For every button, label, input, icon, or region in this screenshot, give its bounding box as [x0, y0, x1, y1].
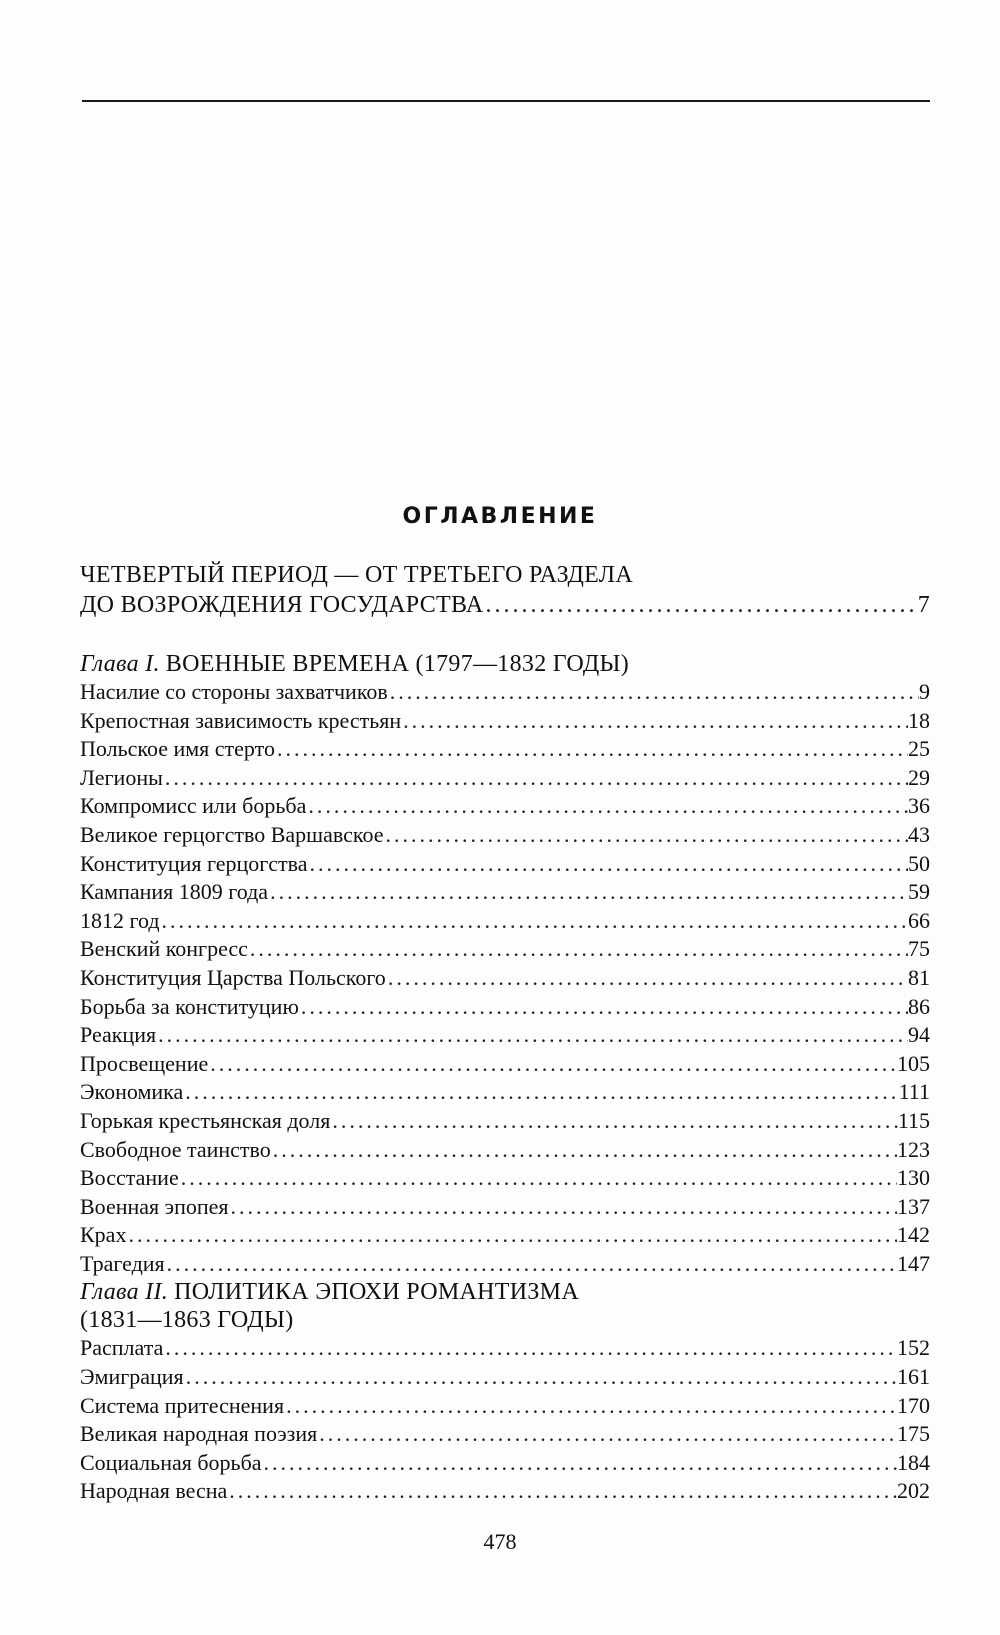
toc-entry-page: 81 [908, 964, 930, 990]
toc-entry [80, 735, 930, 764]
chapter-2-heading-line2 [80, 1306, 930, 1334]
toc-entry-page: 147 [897, 1250, 930, 1276]
toc-entry-title: Борьба за конституцию [80, 993, 299, 1019]
toc-entry-page: 75 [908, 936, 930, 962]
toc-entry-title: Экономика [80, 1079, 184, 1105]
toc-entry-title: Трагедия [80, 1250, 165, 1276]
toc-entry [80, 1136, 930, 1165]
toc-entry-page: 50 [908, 850, 930, 876]
toc-entry-title: 1812 год [80, 907, 160, 933]
dot-leader [275, 735, 908, 764]
dot-leader [165, 1250, 897, 1279]
dot-leader [483, 590, 917, 620]
toc-entry [80, 878, 930, 907]
dot-leader [388, 678, 919, 707]
toc-entry-title: Военная эпопея [80, 1193, 229, 1219]
chapter-2-title-line1: ПОЛИТИКА ЭПОХИ РОМАНТИЗМА [174, 1279, 579, 1306]
period-page: 7 [917, 592, 930, 618]
toc-entry-page: 94 [908, 1022, 930, 1048]
dot-leader [229, 1193, 897, 1222]
toc-entry-page: 25 [908, 736, 930, 762]
toc-entry [80, 850, 930, 879]
toc-entry-title: Венский конгресс [80, 936, 248, 962]
toc-entry-page: 86 [908, 993, 930, 1019]
dot-leader [179, 1164, 897, 1193]
toc-entry-page: 123 [897, 1136, 930, 1162]
toc-entry [80, 1363, 930, 1392]
period-title-row [80, 590, 930, 620]
chapter-1-heading [80, 650, 930, 678]
toc-entry-title: Насилие со стороны захватчиков [80, 679, 388, 704]
dot-leader [308, 850, 908, 879]
dot-leader [156, 1021, 908, 1050]
toc-entry [80, 1477, 930, 1506]
toc-entry-title: Реакция [80, 1022, 157, 1048]
toc-entry [80, 907, 930, 936]
dot-leader [386, 964, 908, 993]
toc-entry-page: 184 [897, 1449, 930, 1475]
toc-entry-page: 9 [919, 679, 930, 704]
toc-entry-page: 59 [908, 879, 930, 905]
dot-leader [160, 907, 908, 936]
toc-entry [80, 1193, 930, 1222]
toc-entry [80, 821, 930, 850]
toc-entry [80, 792, 930, 821]
toc-entry-page: 175 [897, 1421, 930, 1447]
toc-entry-title: Конституция Царства Польского [80, 964, 386, 990]
toc-entry-title: Восстание [80, 1165, 179, 1191]
toc-entry [80, 1021, 930, 1050]
toc-entry-title: Расплата [80, 1335, 164, 1361]
toc-entry-page: 152 [897, 1335, 930, 1361]
dot-leader [262, 1449, 897, 1478]
toc-entry [80, 707, 930, 736]
toc-entry-title: Свободное таинство [80, 1136, 271, 1162]
toc-entry [80, 1221, 930, 1250]
toc-entry [80, 964, 930, 993]
toc-entry-title: Народная весна [80, 1478, 228, 1504]
toc-entry-title: Компромисс или борьба [80, 793, 307, 819]
dot-leader [126, 1221, 897, 1250]
toc-entry-page: 43 [908, 821, 930, 847]
toc-entry-title: Конституция герцогства [80, 850, 308, 876]
toc-entry-page: 115 [897, 1107, 930, 1133]
toc-entry [80, 1164, 930, 1193]
dot-leader [184, 1363, 897, 1392]
chapter-2-label: Глава II. [80, 1279, 169, 1306]
toc-entry [80, 935, 930, 964]
table-of-contents [80, 560, 930, 1506]
toc-entry-title: Просвещение [80, 1050, 209, 1076]
chapter-1-entries [80, 678, 930, 1278]
toc-entry-page: 161 [897, 1364, 930, 1390]
dot-leader [306, 792, 908, 821]
dot-leader [163, 1334, 897, 1363]
toc-entry-title: Кампания 1809 года [80, 879, 269, 905]
toc-entry [80, 678, 930, 707]
toc-entry [80, 993, 930, 1022]
dot-leader [284, 1392, 897, 1421]
dot-leader [383, 821, 908, 850]
toc-entry-page: 18 [908, 707, 930, 733]
toc-entry [80, 1078, 930, 1107]
toc-entry [80, 1449, 930, 1478]
toc-entry [80, 1334, 930, 1363]
dot-leader [183, 1078, 898, 1107]
toc-entry-page: 111 [898, 1079, 930, 1105]
page-title: ОГЛАВЛЕНИЕ [402, 504, 598, 529]
toc-entry-page: 202 [897, 1478, 930, 1504]
toc-entry [80, 1050, 930, 1079]
chapter-2-heading [80, 1278, 930, 1306]
chapter-2-title-line2: (1831—1863 ГОДЫ) [80, 1307, 294, 1334]
toc-entry-title: Легионы [80, 764, 163, 790]
toc-entry-page: 142 [897, 1222, 930, 1248]
toc-entry-title: Крах [80, 1222, 127, 1248]
toc-entry [80, 1250, 930, 1279]
toc-entry [80, 764, 930, 793]
toc-entry-title: Горькая крестьянская доля [80, 1107, 331, 1133]
dot-leader [401, 707, 908, 736]
dot-leader [227, 1477, 897, 1506]
toc-entry-page: 170 [897, 1392, 930, 1418]
toc-entry-title: Великое герцогство Варшавское [80, 821, 384, 847]
toc-entry-title: Великая народная поэзия [80, 1421, 318, 1447]
toc-entry [80, 1107, 930, 1136]
period-heading [80, 560, 930, 620]
toc-entry-title: Социальная борьба [80, 1449, 262, 1475]
dot-leader [163, 764, 908, 793]
dot-leader [299, 993, 908, 1022]
toc-entry-title: Эмиграция [80, 1364, 184, 1390]
chapter-2-entries [80, 1334, 930, 1506]
dot-leader [268, 878, 908, 907]
page-number: 478 [483, 1529, 517, 1554]
toc-entry-page: 29 [908, 764, 930, 790]
toc-entry-title: Польское имя стерто [80, 736, 275, 762]
dot-leader [208, 1050, 897, 1079]
dot-leader [248, 935, 908, 964]
toc-entry-title: Система притеснения [80, 1392, 285, 1418]
toc-entry-page: 137 [897, 1193, 930, 1219]
chapter-1-title: ВОЕННЫЕ ВРЕМЕНА (1797—1832 ГОДЫ) [165, 651, 630, 677]
period-title-line2: ДО ВОЗРОЖДЕНИЯ ГОСУДАРСТВА [80, 592, 484, 618]
chapter-1-label: Глава I. [80, 651, 160, 677]
toc-entry [80, 1420, 930, 1449]
dot-leader [271, 1136, 897, 1165]
toc-entry-page: 66 [908, 907, 930, 933]
toc-entry-page: 130 [897, 1165, 930, 1191]
toc-entry-title: Крепостная зависимость крестьян [80, 707, 402, 733]
toc-entry-page: 105 [897, 1050, 930, 1076]
toc-entry [80, 1392, 930, 1421]
top-rule [82, 100, 930, 102]
dot-leader [330, 1107, 897, 1136]
toc-entry-page: 36 [908, 793, 930, 819]
dot-leader [317, 1420, 897, 1449]
period-title-line1: ЧЕТВЕРТЫЙ ПЕРИОД — ОТ ТРЕТЬЕГО РАЗДЕЛА [80, 562, 633, 588]
